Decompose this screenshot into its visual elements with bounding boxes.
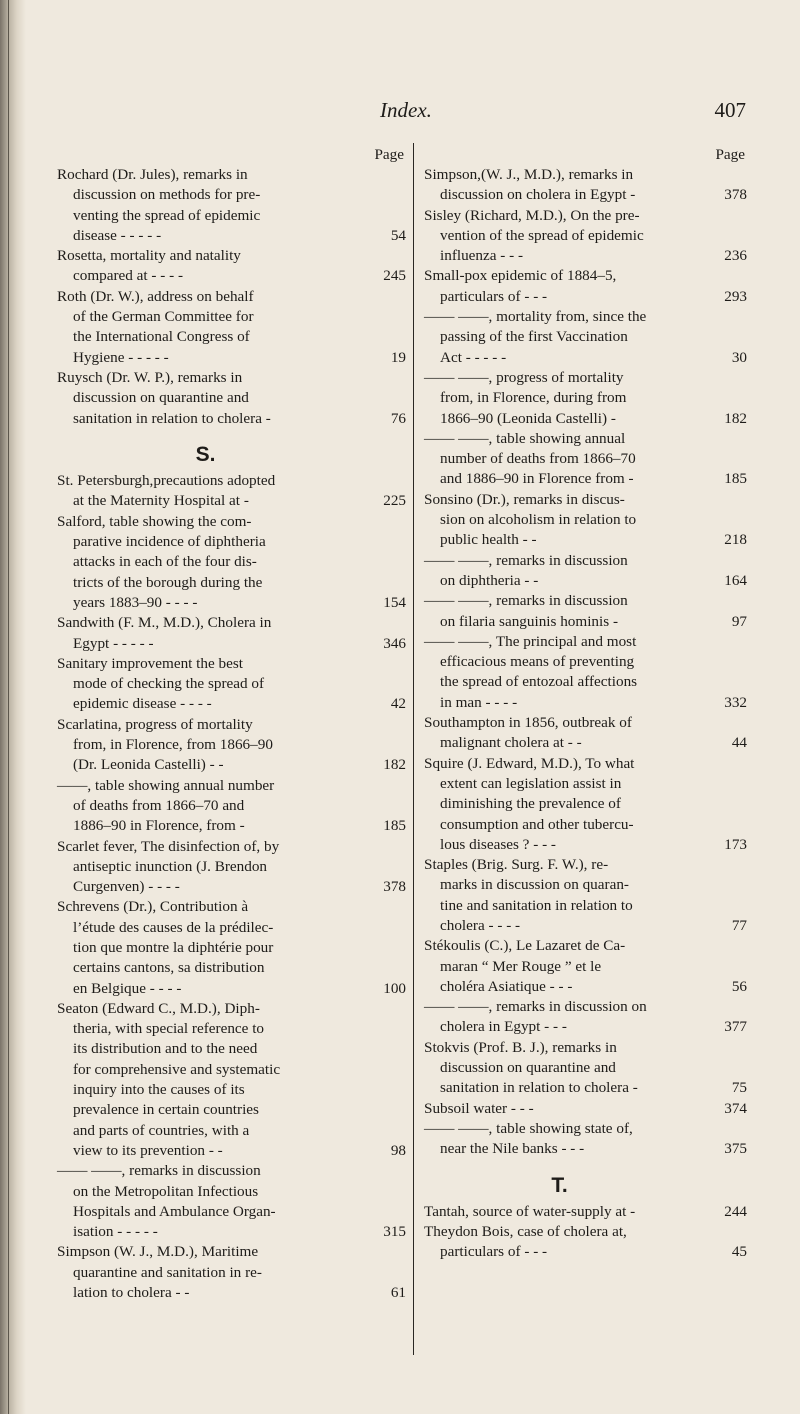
entry-page-number: 97 [731,612,747,630]
entry-page-number: 332 [724,693,747,711]
entry-line: Schrevens (Dr.), Contribution à [57,898,249,916]
entry-line: Hygiene - - - - - [73,348,169,366]
index-entry [57,837,406,898]
entry-page-number: 236 [724,247,747,265]
index-entry [424,591,747,632]
entry-text [57,512,406,613]
index-entry [424,855,747,936]
entry-line: extent can legislation assist in [440,774,622,792]
entry-text [57,654,406,715]
entry-line: discussion on methods for pre- [73,186,261,204]
entry-line: —— ——, table showing state of, [424,1119,633,1137]
entry-page-number: 182 [383,756,406,774]
index-entry [424,551,747,592]
entry-line: Hospitals and Ambulance Organ- [73,1202,276,1220]
entry-line: malignant cholera at - - [440,734,582,752]
entry-line: epidemic disease - - - - [73,695,212,713]
index-entry [424,429,747,490]
entry-line: from, in Florence, during from [440,389,627,407]
index-entry [424,936,747,997]
entry-line: Southampton in 1856, outbreak of [424,714,632,732]
index-entry [424,368,747,429]
entry-line: particulars of - - - [440,1243,548,1261]
entry-page-number: 245 [383,267,406,285]
entry-line: Simpson,(W. J., M.D.), remarks in [424,166,634,183]
entry-line: disease - - - - - [73,226,162,244]
entry-page-number: 61 [390,1284,406,1302]
entry-line: of deaths from 1866–70 and [73,796,245,814]
entry-page-number: 182 [724,409,747,427]
entry-page-number: 19 [390,348,406,366]
entry-line: 1886–90 in Florence, from - [73,817,245,835]
entry-line: marks in discussion on quaran- [440,876,629,894]
entry-page-number: 315 [383,1223,406,1241]
entry-line: Seaton (Edward C., M.D.), Diph- [57,999,260,1017]
entry-page-number: 218 [724,531,747,549]
entry-line: Sanitary improvement the best [57,654,244,672]
entry-line: en Belgique - - - - [73,979,182,997]
entry-page-number: 244 [724,1202,747,1220]
index-entry [424,307,747,368]
entry-line: in man - - - - [440,693,518,711]
page-header [380,98,746,132]
left-entries-b [57,471,406,1303]
entry-text [57,287,406,368]
entry-page-number: 378 [383,878,406,896]
entry-page-number: 185 [383,817,406,835]
entry-text [57,837,406,898]
entry-line: —— ——, remarks in discussion [57,1162,261,1180]
entry-line: isation - - - - - [73,1223,158,1241]
left-page-heading: Page [374,146,404,163]
entry-page-number: 346 [383,634,406,652]
index-entry [57,246,406,287]
left-column [57,145,406,1303]
index-entry [424,1038,747,1099]
entry-line: Sonsino (Dr.), remarks in discus- [424,490,625,508]
entry-line: quarantine and sanitation in re- [73,1263,262,1281]
entry-line: (Dr. Leonida Castelli) - - [73,756,224,774]
entry-line: antiseptic inunction (J. Brendon [73,857,268,875]
entry-page-number: 56 [731,977,747,995]
entry-line: Ruysch (Dr. W. P.), remarks in [57,368,243,386]
index-entry [57,287,406,368]
entry-line: —— ——, The principal and most [424,632,637,650]
right-column [424,145,747,1263]
page-number: 407 [714,98,746,122]
index-entry [424,997,747,1038]
index-entry [424,1119,747,1160]
entry-line: cholera in Egypt - - - [440,1018,567,1036]
index-entry [57,654,406,715]
left-entries-a [57,165,406,429]
entry-line: ——, table showing annual number [57,776,275,794]
entry-text [57,776,406,837]
entry-line: cholera - - - - [440,916,521,934]
entry-page-number: 98 [390,1141,406,1159]
index-entry [424,713,747,754]
entry-line: lous diseases ? - - - [440,835,556,853]
index-entry [424,165,747,206]
entry-line: Small-pox epidemic of 1884–5, [424,267,617,285]
entry-line: sion on alcoholism in relation to [440,511,637,529]
entry-line: tine and sanitation in relation to [440,896,633,914]
entry-line: Simpson (W. J., M.D.), Maritime [57,1243,259,1261]
entry-line: particulars of - - - [440,287,548,305]
entry-line: 1866–90 (Leonida Castelli) - [440,409,616,427]
entry-page-number: 54 [390,226,406,244]
index-entry [57,1242,406,1303]
entry-line: choléra Asiatique - - - [440,977,573,995]
entry-page-number: 293 [724,287,747,305]
index-entry [424,1222,747,1263]
entry-line: on diphtheria - - [440,571,539,589]
entry-text [57,165,406,246]
entry-line: Squire (J. Edward, M.D.), To what [424,754,635,772]
entry-line: at the Maternity Hospital at - [73,492,249,510]
index-entry [424,1202,747,1222]
entry-page-number: 30 [731,348,747,366]
section-letter-t: T. [551,1173,568,1197]
entry-line: tion que montre la diphtérie pour [73,938,274,956]
entry-text [57,368,406,429]
entry-line: on the Metropolitan Infectious [73,1182,259,1200]
entry-page-number: 76 [390,409,406,427]
entry-page-number: 77 [731,916,747,934]
entry-page-number: 164 [724,571,747,589]
binding-line [8,0,9,1414]
index-entry [57,999,406,1161]
entry-line: Act - - - - - [440,348,507,366]
entry-line: and parts of countries, with a [73,1121,250,1139]
entry-text [57,897,406,998]
index-entry [424,754,747,855]
entry-line: sanitation in relation to cholera - [440,1079,638,1097]
entry-line: inquiry into the causes of its [73,1081,245,1099]
entry-line: Tantah, source of water-supply at - [424,1202,636,1220]
book-binding-edge [0,0,26,1414]
entry-page-number: 375 [724,1140,747,1158]
entry-line: of the German Committee for [73,308,254,326]
entry-line: —— ——, remarks in discussion [424,592,628,610]
index-entry [57,613,406,654]
entry-line: discussion on quarantine and [440,1059,616,1077]
entry-text [57,613,406,654]
entry-line: —— ——, progress of mortality [424,368,624,386]
column-divider [413,143,414,1355]
entry-line: discussion on quarantine and [73,389,249,407]
index-entry [424,1099,747,1119]
entry-line: venting the spread of epidemic [73,206,261,224]
entry-line: Staples (Brig. Surg. F. W.), re- [424,856,609,874]
entry-line: view to its prevention - - [73,1141,223,1159]
entry-line: Egypt - - - - - [73,634,154,652]
index-entry [424,632,747,713]
entry-line: prevalence in certain countries [73,1101,259,1119]
running-title: Index. [380,98,432,122]
entry-line: Theydon Bois, case of cholera at, [424,1223,627,1241]
right-entries-b [424,1202,747,1263]
index-entry [424,266,747,307]
entry-page-number: 374 [724,1099,747,1117]
entry-text [57,715,406,776]
entry-line: Curgenven) - - - - [73,878,180,896]
entry-line: Rochard (Dr. Jules), remarks in [57,166,248,183]
entry-line: discussion on cholera in Egypt - [440,186,636,204]
index-entry [57,512,406,613]
index-entry [57,165,406,246]
entry-line: near the Nile banks - - - [440,1140,585,1158]
entry-line: passing of the first Vaccination [440,328,628,346]
index-entry [424,490,747,551]
entry-line: Stokvis (Prof. B. J.), remarks in [424,1038,617,1056]
entry-page-number: 378 [724,186,747,204]
entry-text [57,1161,406,1242]
entry-line: St. Petersburgh,precautions adopted [57,472,276,490]
entry-line: number of deaths from 1866–70 [440,450,636,468]
index-entry [57,471,406,512]
entry-line: Sisley (Richard, M.D.), On the pre- [424,206,640,224]
index-entry [424,206,747,267]
entry-text [57,1242,406,1303]
entry-line: maran “ Mer Rouge ” et le [440,957,602,975]
entry-line: from, in Florence, from 1866–90 [73,736,273,754]
entry-line: theria, with special reference to [73,1020,265,1038]
entry-text [57,471,406,512]
entry-page-number: 44 [731,734,747,752]
entry-line: diminishing the prevalence of [440,795,621,813]
entry-line: its distribution and to the need [73,1040,258,1058]
entry-line: consumption and other tubercu- [440,815,634,833]
entry-page-number: 377 [724,1018,747,1036]
entry-page-number: 42 [390,695,406,713]
entry-text [57,246,406,287]
index-entry [57,897,406,998]
entry-line: Salford, table showing the com- [57,512,252,530]
entry-line: efficacious means of preventing [440,653,635,671]
entry-line: vention of the spread of epidemic [440,226,644,244]
entry-line: sanitation in relation to cholera - [73,409,271,427]
entry-text [57,999,406,1161]
entry-line: on filaria sanguinis hominis - [440,612,619,630]
entry-line: the spread of entozoal affections [440,673,638,691]
entry-line: Scarlatina, progress of mortality [57,715,253,733]
entry-line: lation to cholera - - [73,1284,190,1302]
right-page-heading: Page [715,146,745,163]
entry-line: influenza - - - [440,247,524,265]
entry-page-number: 185 [724,470,747,488]
entry-page-number: 75 [731,1079,747,1097]
entry-line: Stékoulis (C.), Le Lazaret de Ca- [424,937,626,955]
entry-line: Scarlet fever, The disinfection of, by [57,837,280,855]
right-entries-a [424,165,747,1160]
entry-line: and 1886–90 in Florence from - [440,470,634,488]
entry-line: Sandwith (F. M., M.D.), Cholera in [57,614,272,632]
entry-line: the International Congress of [73,328,250,346]
entry-line: mode of checking the spread of [73,675,265,693]
index-entry [57,715,406,776]
entry-page-number: 45 [731,1243,747,1261]
entry-page-number: 154 [383,593,406,611]
entry-line: for comprehensive and systematic [73,1060,281,1078]
entry-line: —— ——, remarks in discussion [424,551,628,569]
entry-line: l’étude des causes de la prédilec- [73,918,274,936]
index-entry [57,1161,406,1242]
entry-line: parative incidence of diphtheria [73,533,266,551]
entry-line: —— ——, remarks in discussion on [424,998,647,1016]
entry-line: —— ——, table showing annual [424,429,626,447]
entry-line: Subsoil water - - - [424,1099,534,1117]
entry-page-number: 225 [383,492,406,510]
entry-line: Rosetta, mortality and natality [57,247,241,265]
index-entry [57,776,406,837]
entry-page-number: 173 [724,835,747,853]
entry-line: Roth (Dr. W.), address on behalf [57,287,254,305]
entry-line: certains cantons, sa distribution [73,959,265,977]
entry-line: years 1883–90 - - - - [73,593,198,611]
entry-line: compared at - - - - [73,267,184,285]
entry-line: attacks in each of the four dis- [73,553,257,571]
entry-page-number: 100 [383,979,406,997]
entry-line: —— ——, mortality from, since the [424,308,647,326]
section-letter-s: S. [195,442,216,466]
index-entry [57,368,406,429]
entry-line: tricts of the borough during the [73,573,263,591]
entry-line: public health - - [440,531,537,549]
